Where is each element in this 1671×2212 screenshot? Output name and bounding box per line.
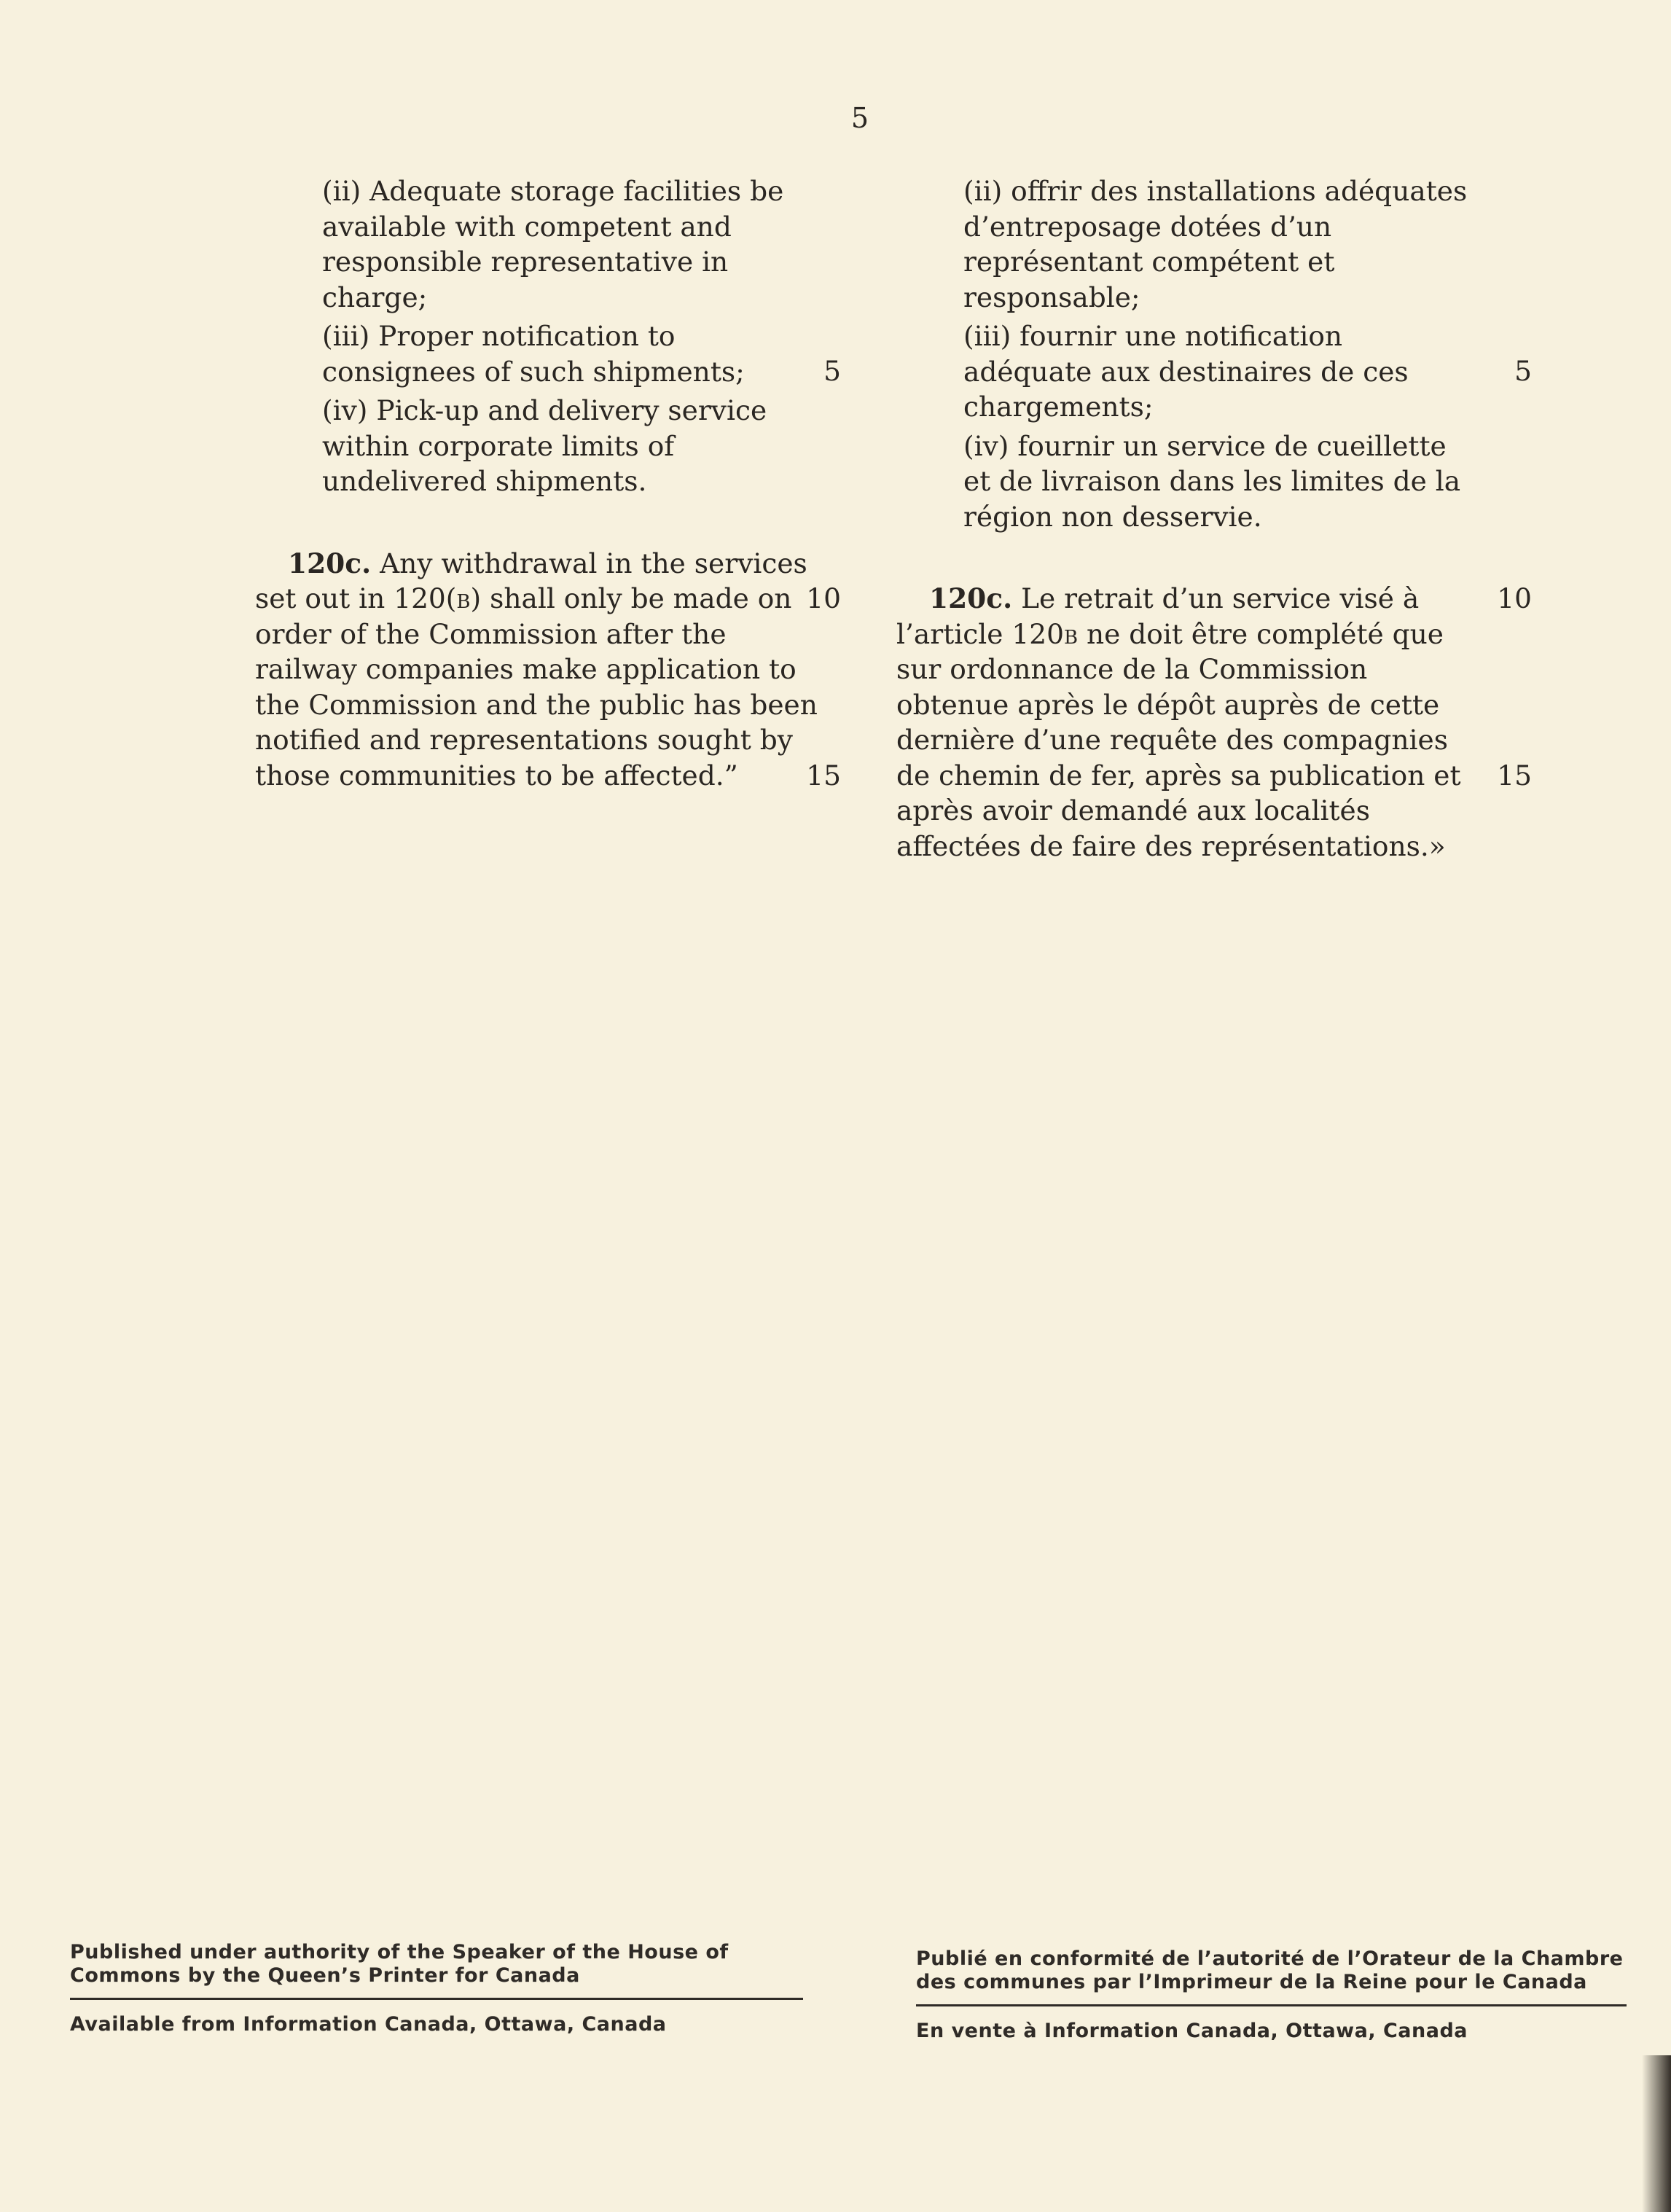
english-item-iii-text: (iii) Proper notification to consignees of such shipments; (322, 320, 745, 388)
french-item-iv-text: (iv) fournir un service de cueillette et de livraison dans les limites de la région non desservie. (963, 429, 1461, 533)
line-number: 10 (1497, 582, 1532, 614)
line-number: 5 (1514, 355, 1532, 387)
french-item-iii (896, 318, 1532, 425)
line-number: 10 (806, 582, 841, 614)
section-text-1: Any withdrawal in the services set out in 120( (255, 547, 807, 614)
footer-divider (916, 2004, 1627, 2006)
section-ref: b (1063, 617, 1079, 650)
page-edge-shadow (1642, 2055, 1671, 2212)
page-number: 5 (850, 102, 869, 134)
footer-english (70, 1941, 803, 2036)
line-number: 15 (806, 759, 841, 792)
english-item-iv (255, 393, 819, 499)
french-item-iv (896, 429, 1479, 535)
section-label: 120c. (288, 547, 372, 579)
footer-french (916, 1947, 1634, 2042)
english-section-120c (255, 546, 841, 794)
footer-available-fr: En vente à Information Canada, Ottawa, Canada (916, 2020, 1468, 2042)
french-column (896, 173, 1532, 864)
section-text-1: Le retrait d’un service visé à l’article 120 (896, 582, 1420, 650)
english-item-iv-text: (iv) Pick-up and delivery service within corporate limits of undelivered shipments. (322, 394, 767, 497)
english-column (255, 173, 841, 793)
footer-available-en: Available from Information Canada, Ottawa, Canada (70, 2013, 667, 2036)
line-number: 15 (1497, 759, 1532, 792)
english-item-ii-text: (ii) Adequate storage facilities be available with competent and responsible representative in charge; (322, 175, 784, 313)
line-number: 5 (823, 355, 841, 387)
english-item-iii (255, 318, 841, 389)
section-label: 120c. (929, 582, 1013, 614)
french-item-iii-text: (iii) fournir une notification adéquate aux destinaires de ces chargements; (963, 320, 1409, 423)
french-item-ii-text: (ii) offrir des installations adéquates d’entreposage dotées d’un représentant compétent et responsable; (963, 175, 1468, 313)
footer-published-fr: Publié en conformité de l’autorité de l’Orateur de la Chambre des communes par l’Imprimeur de la Reine pour le Canada (916, 1947, 1624, 1993)
section-text-2: ne doit être complété que sur ordonnance de la Commission obtenue après le dépôt auprès de cette dernière d’une requête des compagnies de chemin de fer, après sa publication et après avoir demandé aux localités affectées de faire des représentations.» (896, 617, 1461, 862)
footer-divider (70, 1998, 803, 2000)
french-item-ii (896, 173, 1479, 315)
english-item-ii (255, 173, 819, 315)
footer-published-en: Published under authority of the Speaker of the House of Commons by the Queen’s Printer for Canada (70, 1941, 729, 1987)
french-section-120c (896, 581, 1532, 864)
section-text-2: ) shall only be made on order of the Commission after the railway companies make application to the Commission and the public has been notified and representations sought by those communities to be affected.” (255, 582, 818, 792)
section-ref: b (456, 582, 471, 614)
